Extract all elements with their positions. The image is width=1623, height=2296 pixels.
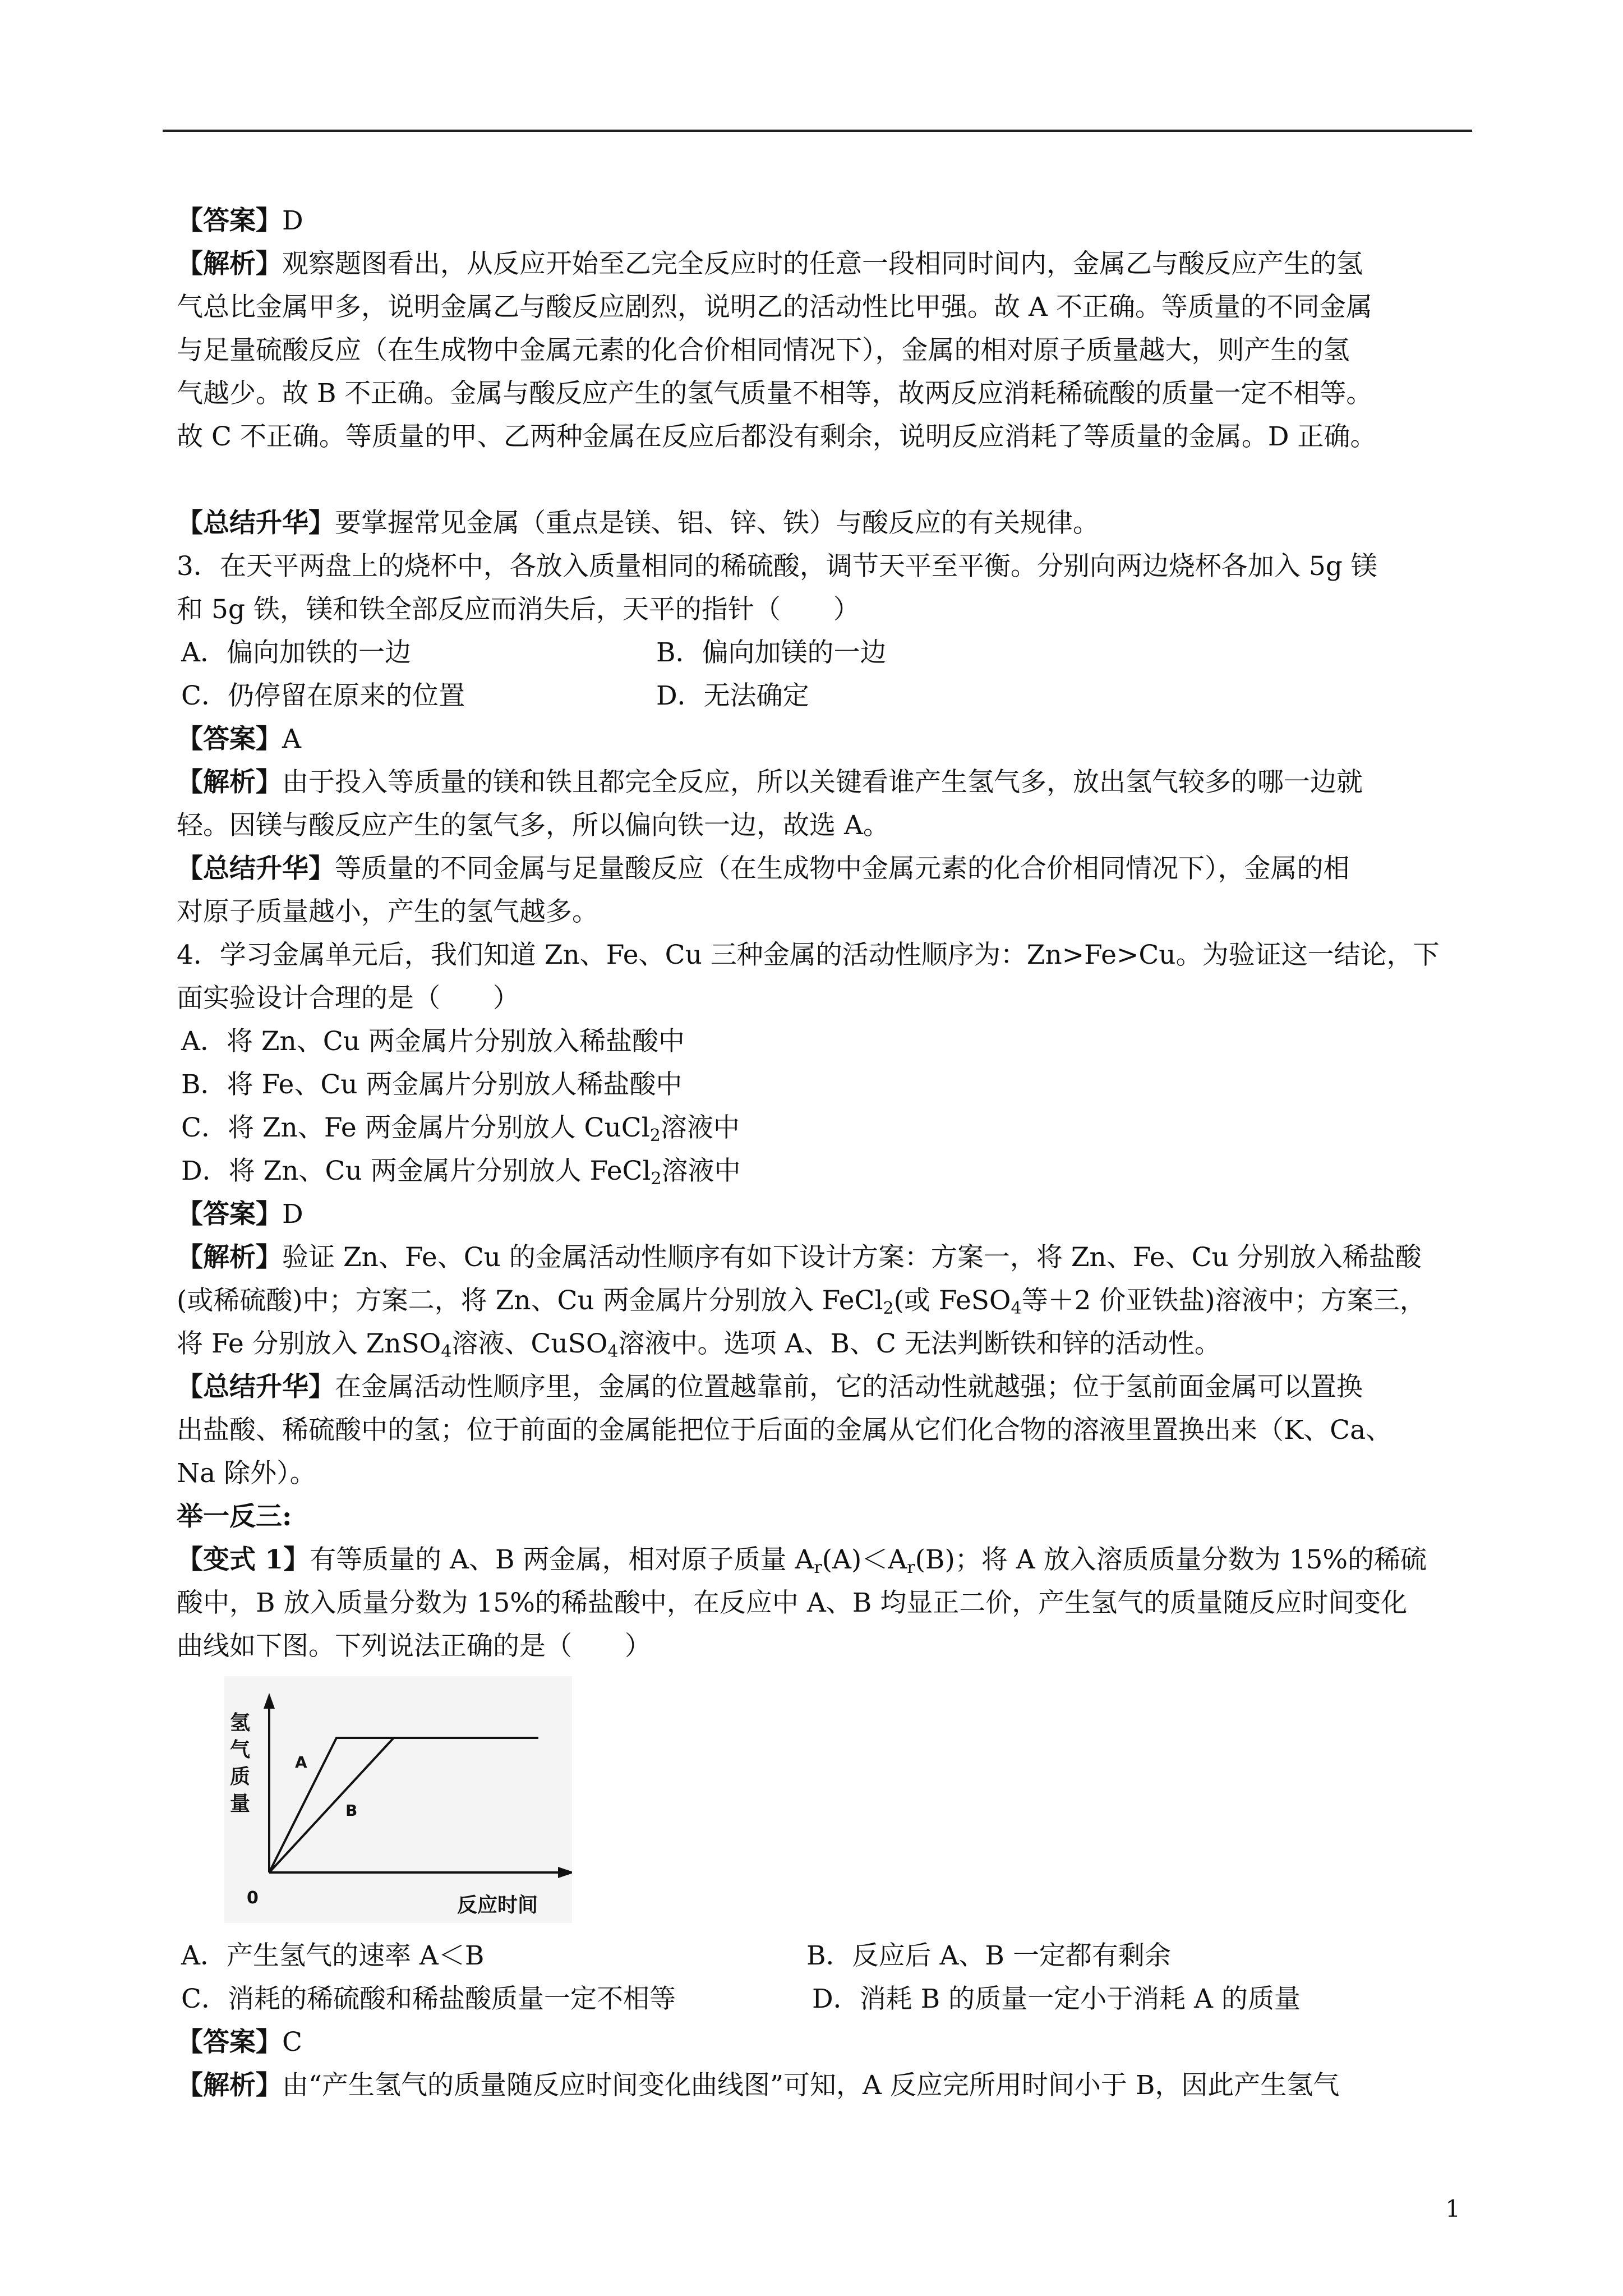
y-axis-label-char: 质 — [230, 1765, 251, 1788]
q4-analysis: (或稀硫酸)中；方案二，将 Zn、Cu 两金属片分别放入 FeCl$_2$(或 FeSO$_4$等＋2 价亚铁盐)溶液中；方案三， — [177, 1285, 1426, 1318]
page-number: 1 — [1445, 2195, 1460, 2223]
q3-option-c: C．仍停留在原来的位置 — [181, 680, 465, 711]
q4-summary: 【总结升华】在金属活动性顺序里，金属的位置越靠前，它的活动性就越强；位于氢前面金属可以置换 — [177, 1372, 1363, 1402]
variant-stem: 曲线如下图。下列说法正确的是（ ） — [177, 1631, 651, 1662]
y-axis-label-char: 量 — [230, 1792, 251, 1815]
page-content — [177, 199, 1478, 2107]
hydrogen-chart — [177, 1676, 1478, 1931]
y-axis-label-char: 氢 — [230, 1711, 251, 1734]
q4-stem: 4．学习金属单元后，我们知道 Zn、Fe、Cu 三种金属的活动性顺序为：Zn>Fe>Cu。为验证这一结论，下 — [177, 940, 1440, 970]
q3-options-row — [177, 674, 1478, 717]
variant-answer: 【答案】C — [177, 2027, 302, 2058]
q3-analysis: 【解析】由于投入等质量的镁和铁且都完全反应，所以关键看谁产生氢气多，放出氢气较多的哪一边就 — [177, 767, 1363, 798]
variant-option-d: D．消耗 B 的质量一定小于消耗 A 的质量 — [812, 1984, 1301, 2014]
q4-stem: 面实验设计合理的是（ ） — [177, 983, 519, 1014]
y-axis-label-char: 气 — [230, 1738, 251, 1761]
q2-analysis-line: 气越少。故 B 不正确。金属与酸反应产生的氢气质量不相等，故两反应消耗稀硫酸的质量一定不相等。 — [177, 378, 1373, 409]
q4-answer: 【答案】D — [177, 1199, 303, 1230]
origin-label: 0 — [247, 1888, 259, 1908]
variant-stem: 酸中，B 放入质量分数为 15%的稀盐酸中，在反应中 A、B 均显正二价，产生氢气的质量随反应时间变化 — [177, 1588, 1408, 1618]
q3-stem: 和 5g 铁，镁和铁全部反应而消失后，天平的指针（ ） — [177, 594, 860, 625]
q2-analysis-line: 气总比金属甲多，说明金属乙与酸反应剧烈，说明乙的活动性比甲强。故 A 不正确。等质量的不同金属 — [177, 292, 1372, 323]
variant-stem: 【变式 1】有等质量的 A、B 两金属，相对原子质量 $A_r(A)<A_r(B)$；将 A 放入溶质质量分数为 15%的稀硫 — [177, 1544, 1427, 1577]
variant-analysis: 【解析】由“产生氢气的质量随反应时间变化曲线图”可知，A 反应完所用时间小于 B，因此产生氢气 — [177, 2070, 1340, 2101]
q3-analysis: 轻。因镁与酸反应产生的氢气多，所以偏向铁一边，故选 A。 — [177, 810, 889, 841]
x-axis-label: 反应时间 — [457, 1894, 538, 1917]
variant-options-row — [177, 1977, 1478, 2021]
q2-analysis-line: 故 C 不正确。等质量的甲、乙两种金属在反应后都没有剩余，说明反应消耗了等质量的金属。D 正确。 — [177, 421, 1377, 452]
q3-options-row — [177, 631, 1478, 674]
variant-heading: 举一反三: — [177, 1501, 292, 1532]
chart-background — [224, 1676, 572, 1923]
q4-option-d: D．将 Zn、Cu 两金属片分别放人 FeCl$_2$溶液中 — [181, 1156, 741, 1189]
series-label-a: A — [295, 1752, 307, 1772]
q3-option-a: A．偏向加铁的一边 — [181, 637, 411, 668]
q4-option-a: A．将 Zn、Cu 两金属片分别放入稀盐酸中 — [181, 1026, 685, 1057]
series-label-b: B — [345, 1801, 358, 1820]
q3-stem: 3．在天平两盘上的烧杯中，各放入质量相同的稀硫酸，调节天平至平衡。分别向两边烧杯各加入 5g 镁 — [177, 551, 1377, 582]
q3-answer: 【答案】A — [177, 724, 301, 754]
chart-svg — [224, 1676, 572, 1923]
q3-summary: 对原子质量越小，产生的氢气越多。 — [177, 896, 598, 927]
q4-analysis: 【解析】验证 Zn、Fe、Cu 的金属活动性顺序有如下设计方案：方案一，将 Zn、Fe、Cu 分别放入稀盐酸 — [177, 1242, 1422, 1273]
q4-summary: 出盐酸、稀硫酸中的氢；位于前面的金属能把位于后面的金属从它们化合物的溶液里置换出来（K、Ca、 — [177, 1415, 1393, 1446]
q2-answer: 【答案】D — [177, 205, 303, 236]
q3-option-d: D．无法确定 — [656, 680, 809, 711]
q2-summary: 【总结升华】要掌握常见金属（重点是镁、铝、锌、铁）与酸反应的有关规律。 — [177, 508, 1099, 539]
header-rule — [163, 130, 1472, 132]
q4-option-c: C．将 Zn、Fe 两金属片分别放人 CuCl$_2$溶液中 — [181, 1112, 740, 1145]
q4-option-b: B．将 Fe、Cu 两金属片分别放人稀盐酸中 — [181, 1069, 683, 1100]
variant-options-row — [177, 1934, 1478, 1977]
variant-option-c: C．消耗的稀硫酸和稀盐酸质量一定不相等 — [181, 1984, 676, 2014]
q2-analysis-line: 与足量硫酸反应（在生成物中金属元素的化合价相同情况下），金属的相对原子质量越大，则产生的氢 — [177, 335, 1350, 366]
q4-analysis: 将 Fe 分别放入 ZnSO$_4$溶液、CuSO$_4$溶液中。选项 A、B、C 无法判断铁和锌的活动性。 — [177, 1328, 1221, 1361]
q3-option-b: B．偏向加镁的一边 — [656, 637, 887, 668]
variant-option-b: B．反应后 A、B 一定都有剩余 — [806, 1940, 1171, 1971]
q4-summary: Na 除外）。 — [177, 1458, 316, 1489]
variant-option-a: A．产生氢气的速率 A＜B — [181, 1940, 485, 1971]
q2-analysis-line: 【解析】观察题图看出，从反应开始至乙完全反应时的任意一段相同时间内，金属乙与酸反应产生的氢 — [177, 249, 1363, 279]
q3-summary: 【总结升华】等质量的不同金属与足量酸反应（在生成物中金属元素的化合价相同情况下），金属的相 — [177, 853, 1350, 884]
